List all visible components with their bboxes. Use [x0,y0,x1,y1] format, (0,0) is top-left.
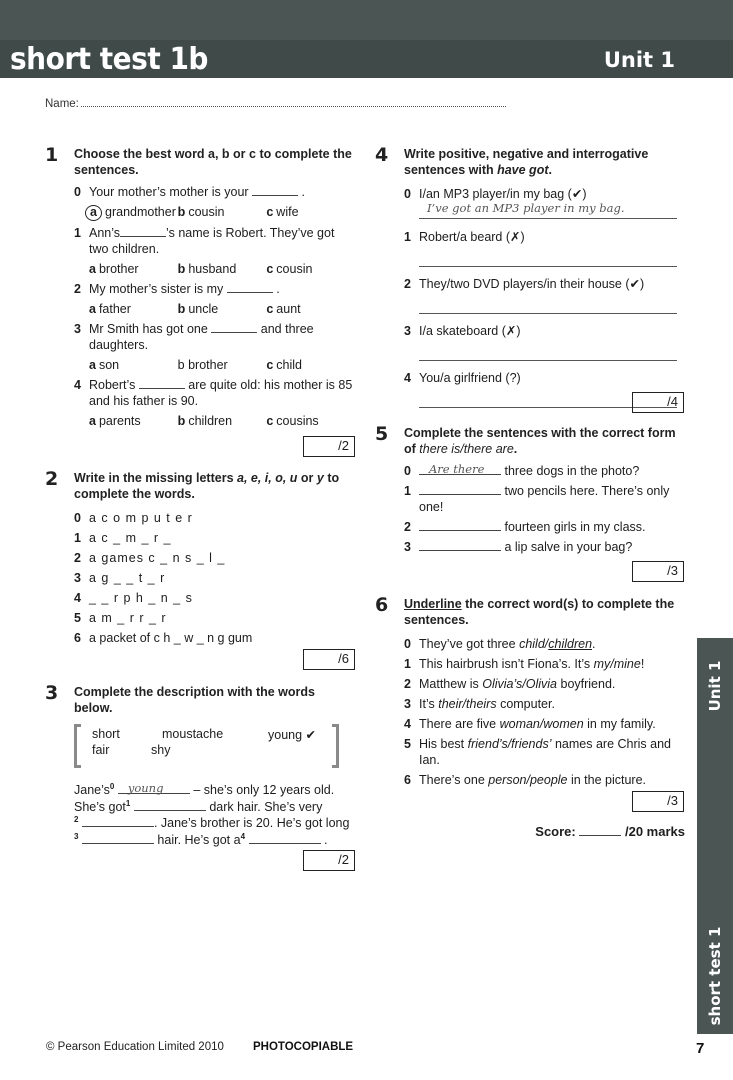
answer-blank[interactable] [120,226,166,237]
word-bank-item: shy [151,743,171,757]
exercise-6 [375,594,685,808]
option-a[interactable]: a brother [89,262,139,276]
option-c[interactable]: c child [266,358,303,372]
word-bank-item: fair [92,743,110,757]
question-item: 4 Robert’s are quite old: his mother is 85 and his father is 90. [74,378,353,408]
question-item[interactable]: 2 a games c _ n s _ l _ [74,551,226,565]
answer-blank[interactable] [419,520,501,531]
side-tab-unit: Unit 1 [706,660,724,712]
answer-line[interactable] [419,339,677,361]
option-a[interactable]: a grandmother [89,204,178,221]
option-row [74,357,355,373]
question-item: 2 My mother’s sister is my . [74,282,280,296]
name-label: Name: [45,98,79,110]
option-c[interactable]: c cousin [266,262,313,276]
exercise-instruction: Complete the description with the words below. [74,685,315,715]
mark-box[interactable]: /3 [632,791,684,812]
word-bank-item: young ✔ [268,728,317,742]
question-item[interactable]: 3 a g _ _ t _ r [74,571,166,585]
answer-blank[interactable] [252,185,298,196]
exercise-5 [375,423,685,578]
question-item[interactable]: 5 His best friend’s/friends’ names are Chris and Ian. [404,737,671,767]
answer-blank: Are there [419,464,501,475]
score-total: /20 marks [625,824,685,839]
question-item: 0 I/an MP3 player/in my bag (✔) [404,187,587,201]
question-item[interactable]: 6 a packet of c h _ w _ n g gum [74,631,253,645]
question-item: 3 a lip salve in your bag? [404,540,633,554]
copyright: © Pearson Education Limited 2010 [46,1041,224,1053]
exercise-number: 5 [375,423,389,445]
circled-answer-mark: a [85,205,102,221]
exercise-instruction: Write in the missing letters a, e, i, o, u or y to complete the words. [74,471,340,501]
unit-label: Unit 1 [603,48,675,72]
answer-blank[interactable] [211,322,257,333]
question-item: 0 Your mother’s mother is your . [74,185,306,199]
option-c[interactable]: c wife [266,205,299,219]
answer-blank[interactable] [134,800,206,811]
exercise-number: 6 [375,594,389,616]
option-b[interactable]: b children [177,414,233,428]
answer-blank[interactable] [419,540,501,551]
option-b[interactable]: b cousin [177,205,225,219]
score-label: Score: [535,824,576,839]
header-bar [0,40,733,78]
option-row [74,204,355,221]
question-item: 1 Ann’s ’s name is Robert. They’ve got two children. [74,226,335,256]
photocopiable-label: PHOTOCOPIABLE [253,1041,354,1053]
exercise-1 [45,144,355,453]
example-answer: I’ve got an MP3 player in my bag. [427,201,625,215]
answer-line[interactable] [419,245,677,267]
word-box [74,724,339,768]
question-item: 1 two pencils here. There’s only one! [404,484,670,514]
question-item: 1 Robert/a beard (✗) [404,230,525,244]
exercise-number: 4 [375,144,389,166]
answer-blank[interactable] [419,484,501,495]
option-a[interactable]: a son [89,358,120,372]
exercise-instruction: Write positive, negative and interrogative sentences with have got. [404,147,649,177]
question-item[interactable]: 4 There are five woman/women in my family. [404,717,656,731]
answer-line[interactable] [419,292,677,314]
score-blank[interactable] [579,825,621,836]
question-item: 2 fourteen girls in my class. [404,520,646,534]
answer-blank[interactable] [227,282,273,293]
exercise-instruction: Complete the sentences with the correct form of there is/there are. [404,426,676,456]
question-item: 3 Mr Smith has got one and three daughters. [74,322,314,352]
option-b[interactable]: b husband [177,262,237,276]
option-a[interactable]: a parents [89,414,141,428]
answer-blank: young [118,783,190,794]
option-row [74,413,355,429]
exercise-number: 3 [45,682,59,704]
question-item[interactable]: 4 _ _ r p h _ n _ s [74,591,193,605]
option-b[interactable]: b brother [177,358,228,372]
answer-blank[interactable] [82,816,154,827]
side-tab [697,638,733,1034]
question-item[interactable]: 5 a m _ r r _ r [74,611,167,625]
answer-blank[interactable] [139,378,185,389]
side-tab-test: short test 1 [706,926,724,1026]
description-paragraph: $Jane’s^0$ young – she’s only 12 years old. She’s got$^1$ dark hair. She’s very $^2$ . Jane’s brother is 20. He’s got long $^3$ hair. He’s got $a^4$ . [74,781,350,847]
question-item[interactable]: 2 Matthew is Olivia’s/Olivia boyfriend. [404,677,616,691]
mark-box[interactable]: /2 [303,850,355,871]
question-item[interactable]: 3 It’s their/theirs computer. [404,697,555,711]
question-item: 0 a c o m p u t e r [74,511,193,525]
question-item[interactable]: 6 There’s one person/people in the picture. [404,773,647,787]
option-c[interactable]: c cousins [266,414,319,428]
answer-blank[interactable] [82,833,154,844]
question-item: 2 They/two DVD players/in their house (✔) [404,277,645,291]
example-answer: a c o m p u t e r [89,511,193,525]
word-bank-item: moustache [162,727,224,741]
exercise-2 [45,468,355,666]
option-row [74,301,355,317]
mark-box[interactable]: /3 [632,561,684,582]
option-row [74,261,355,277]
bracket-right [332,724,339,768]
name-field[interactable] [45,96,506,110]
question-item[interactable]: 1 This hairbrush isn’t Fiona’s. It’s my/mine! [404,657,645,671]
question-item[interactable]: 0 They’ve got three child/children. [404,637,596,651]
bracket-left [74,724,81,768]
mark-box[interactable]: /6 [303,649,355,670]
top-band [0,0,733,40]
page-title: short test 1b [10,40,208,77]
total-score [535,824,685,839]
mark-box[interactable]: /2 [303,436,355,457]
mark-box[interactable]: /4 [632,392,684,413]
exercise-instruction: Underline the correct word(s) to complete the sentences. [404,597,675,627]
question-item[interactable]: 1 a c _ m _ r _ [74,531,172,545]
page-number: 7 [696,1040,705,1057]
answer-line [419,202,677,219]
option-c[interactable]: c aunt [266,302,301,316]
exercise-3 [45,682,355,867]
question-item: 4 You/a girlfriend (?) [404,371,521,385]
option-b[interactable]: b uncle [177,302,219,316]
question-item: 3 I/a skateboard (✗) [404,324,521,338]
name-dotted-line[interactable] [81,96,506,107]
exercise-number: 1 [45,144,59,166]
option-a[interactable]: a father [89,302,131,316]
answer-blank[interactable] [249,833,321,844]
exercise-number: 2 [45,468,59,490]
exercise-instruction: Choose the best word a, b or c to complete the sentences. [74,147,352,177]
exercise-4 [375,146,685,412]
word-bank-item: short [92,727,120,741]
underlined-answer: children [548,637,593,651]
question-item: 0 Are there three dogs in the photo? [404,462,640,478]
